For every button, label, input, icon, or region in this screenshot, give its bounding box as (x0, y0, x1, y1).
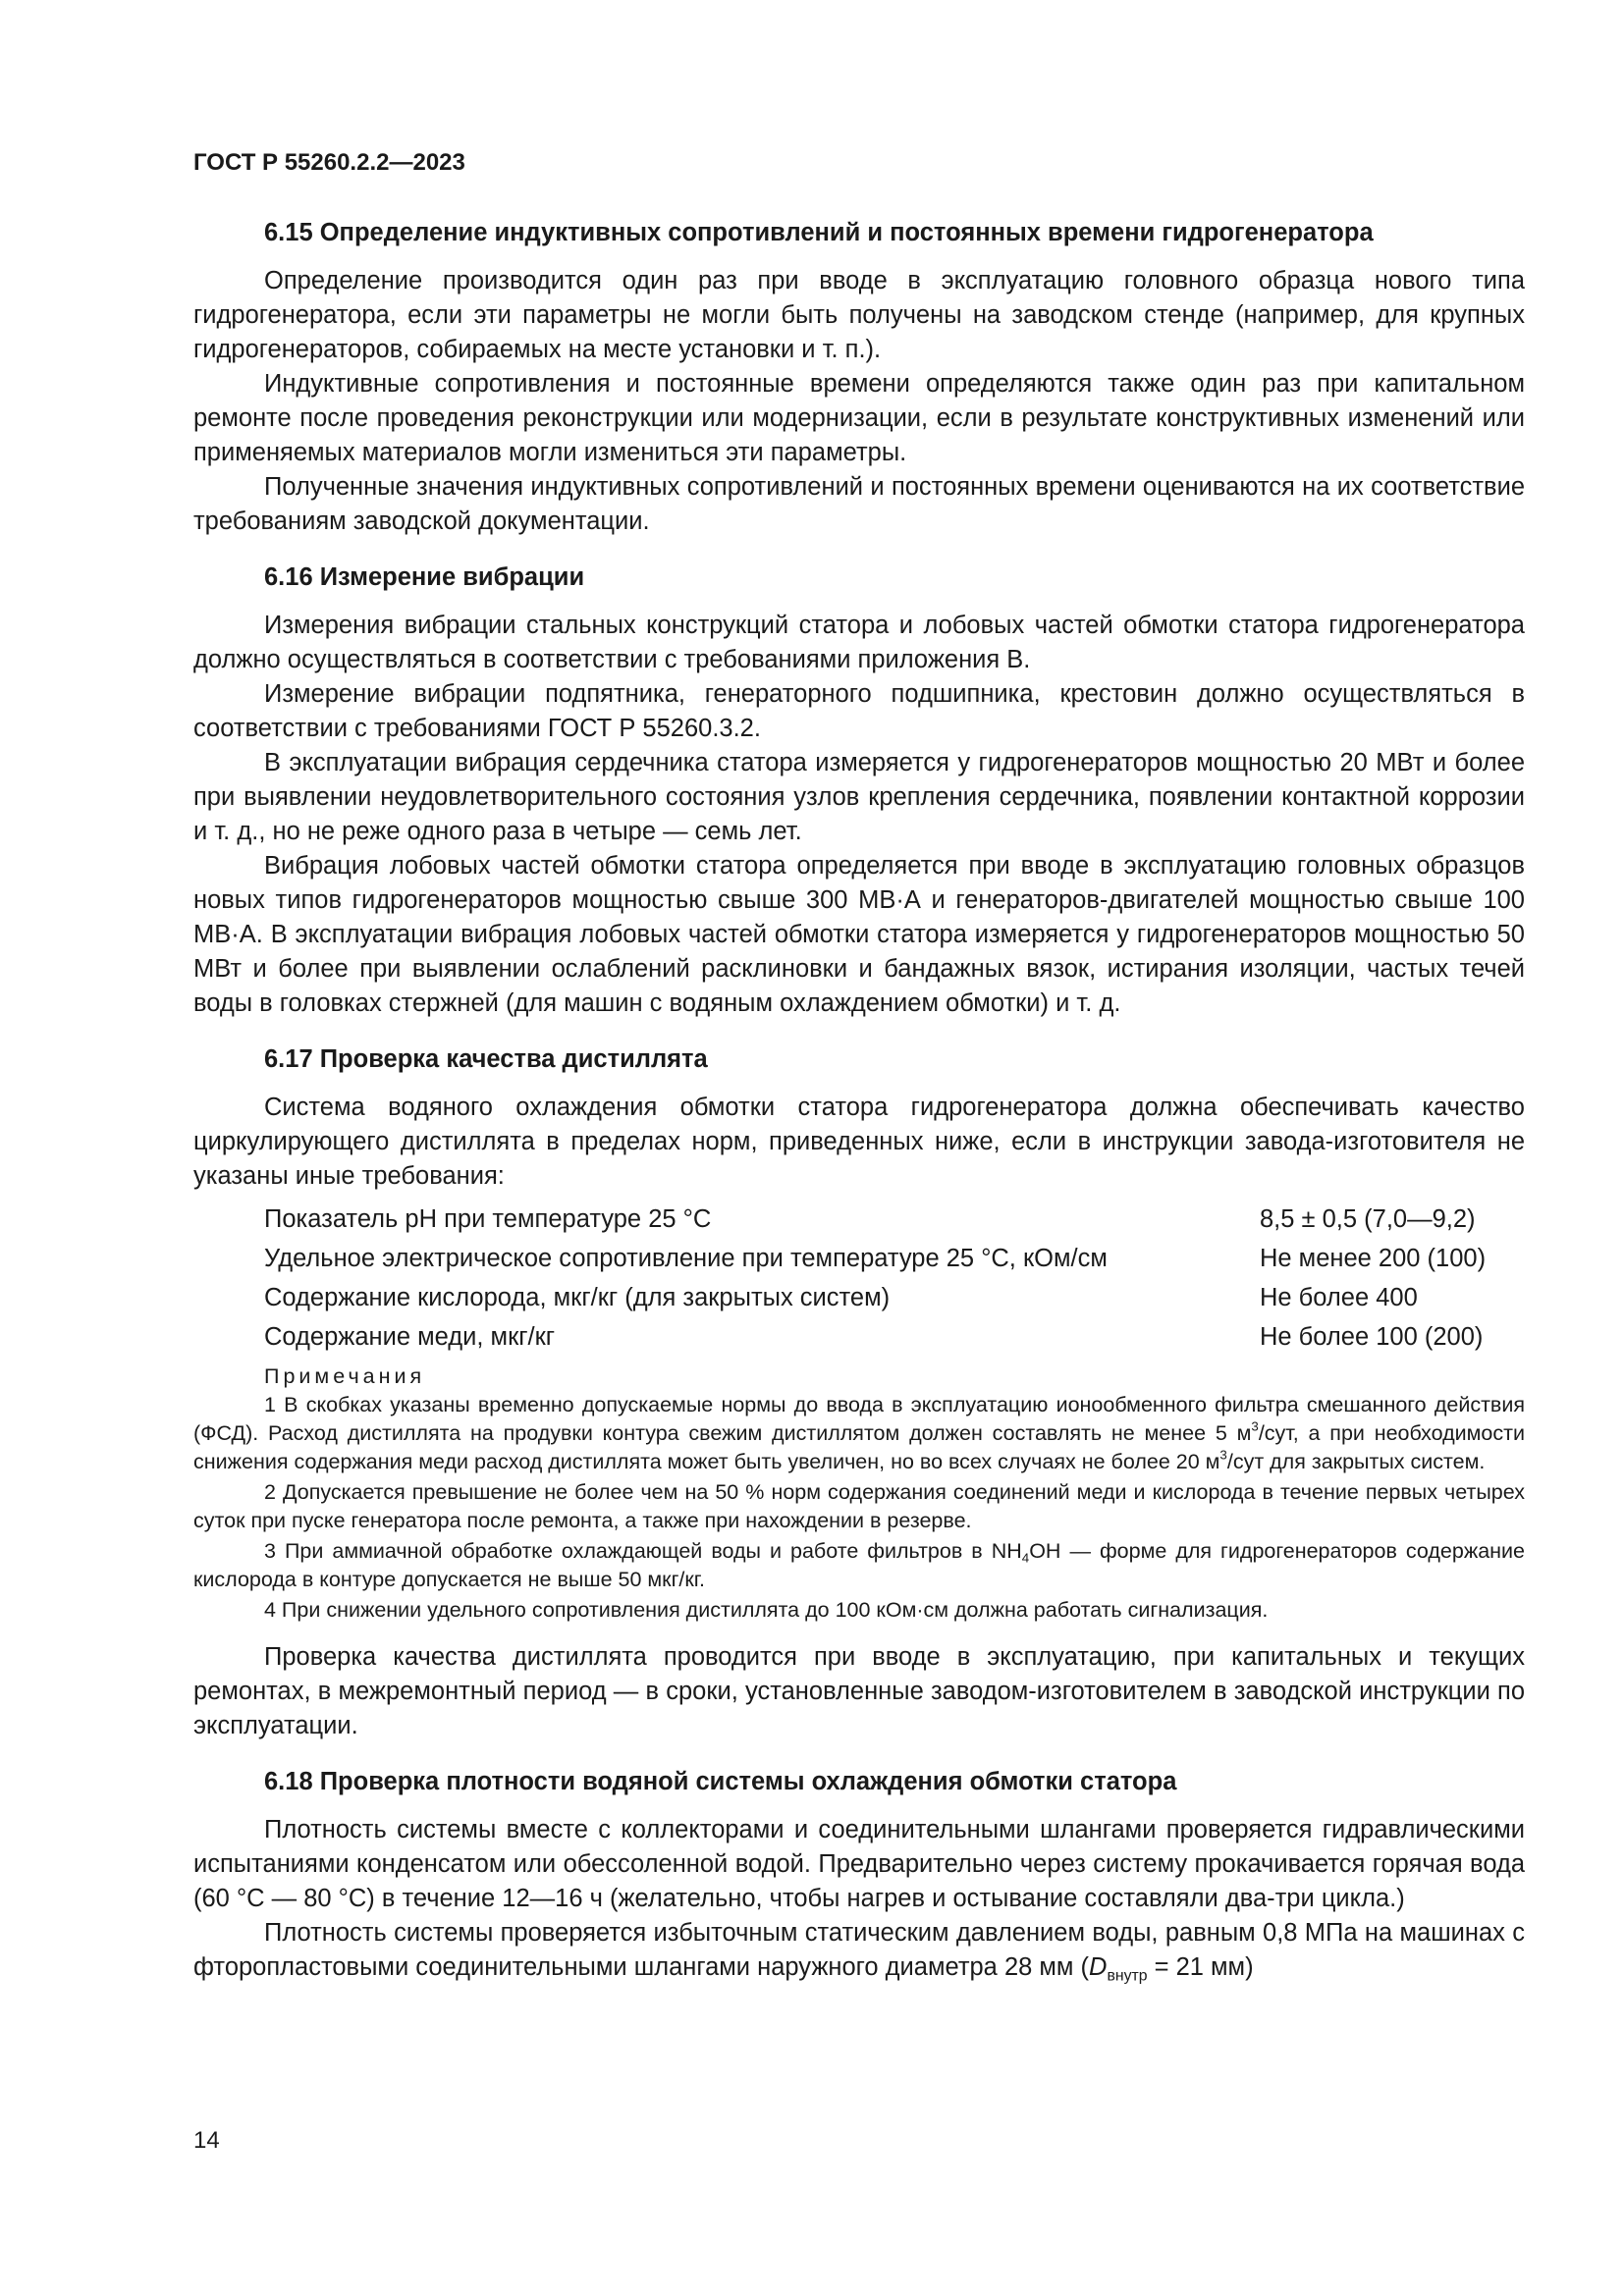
paragraph: Измерения вибрации стальных конструкций статора и лобовых частей обмотки статора гидрогенератора должно осуществляться в соответствии с требованиями приложения В. (193, 612, 1525, 673)
notes-block (193, 1362, 1525, 1625)
subscript: 4 (1021, 1550, 1030, 1566)
section-title: 6.16 Измерение вибрации (264, 563, 585, 591)
requirement-label: Содержание меди, мкг/кг (264, 1322, 556, 1351)
note-text: /сут для закрытых систем. (1226, 1450, 1486, 1473)
note-3 (193, 1537, 1525, 1594)
table-row (264, 1200, 1525, 1239)
note-text: 1 В скобках указаны временно допускаемые нормы до ввода в эксплуатацию ионообменного фильтра смешанного действия (ФСД). Расход дистиллята на продувки контура свежим дистиллятом должен составлять не менее 5 м (193, 1393, 1525, 1445)
note-4: 4 При снижении удельного сопротивления дистиллята до 100 кОм·см должна работать сигнализация. (264, 1598, 1269, 1622)
table-row (264, 1278, 1525, 1317)
standard-header: ГОСТ Р 55260.2.2—2023 (193, 149, 465, 176)
paragraph: Измерение вибрации подпятника, генераторного подшипника, крестовин должно осуществляться в соответствии с требованиями ГОСТ Р 55260.3.2. (193, 680, 1525, 742)
requirement-value: 8,5 ± 0,5 (7,0—9,2) (1260, 1204, 1476, 1233)
note-1 (193, 1391, 1525, 1476)
superscript: 3 (1219, 1447, 1227, 1463)
paragraph: Проверка качества дистиллята проводится при вводе в эксплуатацию, при капитальных и текущих ремонтах, в межремонтный период — в сроки, установленные заводом-изготовителем в заводской инструкции по эксплуатации. (193, 1643, 1525, 1739)
requirement-label: Удельное электрическое сопротивление при температуре 25 °C, кОм/см (264, 1244, 1108, 1272)
section-title: 6.15 Определение индуктивных сопротивлений и постоянных времени гидрогенератора (264, 219, 1374, 246)
table-row (264, 1239, 1525, 1278)
page-content (193, 216, 1525, 2006)
notes-title: Примечания (264, 1364, 426, 1388)
section-title: 6.18 Проверка плотности водяной системы охлаждения обмотки статора (264, 1768, 1177, 1795)
subscript: внутр (1107, 1967, 1148, 1985)
paragraph-text: Плотность системы проверяется избыточным статическим давлением воды, равным 0,8 МПа на машинах с фторопластовыми соединительными шлангами наружного диаметра 28 мм ( (193, 1919, 1525, 1981)
paragraph: Определение производится один раз при вводе в эксплуатацию головного образца нового типа гидрогенератора, если эти параметры не могли быть получены на заводском стенде (например, для крупных гидрогенераторов, собираемых на месте установки и т. п.). (193, 267, 1525, 363)
section-6-17 (193, 1042, 1525, 1743)
section-6-15 (193, 216, 1525, 539)
superscript: 3 (1251, 1418, 1259, 1434)
paragraph: Вибрация лобовых частей обмотки статора определяется при вводе в эксплуатацию головных образцов новых типов гидрогенераторов мощностью свыше 300 МВ·А и генераторов-двигателей мощностью свыше 100 МВ·А. В эксплуатации вибрация лобовых частей обмотки статора измеряется у гидрогенераторов мощностью 50 МВт и более при выявлении ослаблений расклиновки и бандажных вязок, истирания изоляции, частых течей воды в головках стержней (для машин с водяным охлаждением обмотки) и т. д. (193, 852, 1525, 1017)
note-2: 2 Допускается превышение не более чем на 50 % норм содержания соединений меди и кислорода в течение первых четырех суток при пуске генератора после ремонта, а также при нахождении в резерве. (193, 1480, 1525, 1532)
requirement-value: Не более 400 (1260, 1283, 1418, 1311)
page-number: 14 (193, 2127, 220, 2154)
note-text: 3 При аммиачной обработке охлаждающей воды и работе фильтров в NH (264, 1539, 1022, 1563)
section-title: 6.17 Проверка качества дистиллята (264, 1045, 708, 1073)
section-6-16 (193, 561, 1525, 1021)
paragraph: Индуктивные сопротивления и постоянные времени определяются также один раз при капитальном ремонте после проведения реконструкции или модернизации, если в результате конструктивных изменений или применяемых материалов могли измениться эти параметры. (193, 370, 1525, 466)
requirement-label: Показатель pH при температуре 25 °C (264, 1204, 712, 1233)
section-6-18 (193, 1765, 1525, 1985)
paragraph (193, 1916, 1525, 1985)
paragraph-text: = 21 мм) (1147, 1953, 1254, 1981)
note-text: /сут, а при необходимости снижения содержания меди расход дистиллята может быть увеличен, но во всех случаях не более 20 м (193, 1421, 1525, 1473)
requirement-value: Не менее 200 (100) (1260, 1244, 1487, 1272)
requirement-value: Не более 100 (200) (1260, 1322, 1484, 1351)
requirement-label: Содержание кислорода, мкг/кг (для закрытых систем) (264, 1283, 891, 1311)
paragraph: Плотность системы вместе с коллекторами и соединительными шлангами проверяется гидравлическими испытаниями конденсатом или обессоленной водой. Предварительно через систему прокачивается горячая вода (60 °C — 80 °C) в течение 12—16 ч (желательно, чтобы нагрев и остывание составляли два-три цикла.) (193, 1816, 1525, 1912)
note-text: OH — форме для гидрогенераторов содержание кислорода в контуре допускается не выше 50 мкг/кг. (193, 1539, 1525, 1591)
distillate-requirements-table (264, 1200, 1525, 1357)
paragraph: Система водяного охлаждения обмотки статора гидрогенератора должна обеспечивать качество циркулирующего дистиллята в пределах норм, приведенных ниже, если в инструкции завода-изготовителя не указаны иные требования: (193, 1094, 1525, 1190)
paragraph: Полученные значения индуктивных сопротивлений и постоянных времени оцениваются на их соответствие требованиям заводской документации. (193, 473, 1525, 535)
paragraph: В эксплуатации вибрация сердечника статора измеряется у гидрогенераторов мощностью 20 МВт и более при выявлении неудовлетворительного состояния узлов крепления сердечника, появлении контактной коррозии и т. д., но не реже одного раза в четыре — семь лет. (193, 749, 1525, 845)
table-row (264, 1317, 1525, 1357)
variable-d: D (1089, 1953, 1108, 1981)
